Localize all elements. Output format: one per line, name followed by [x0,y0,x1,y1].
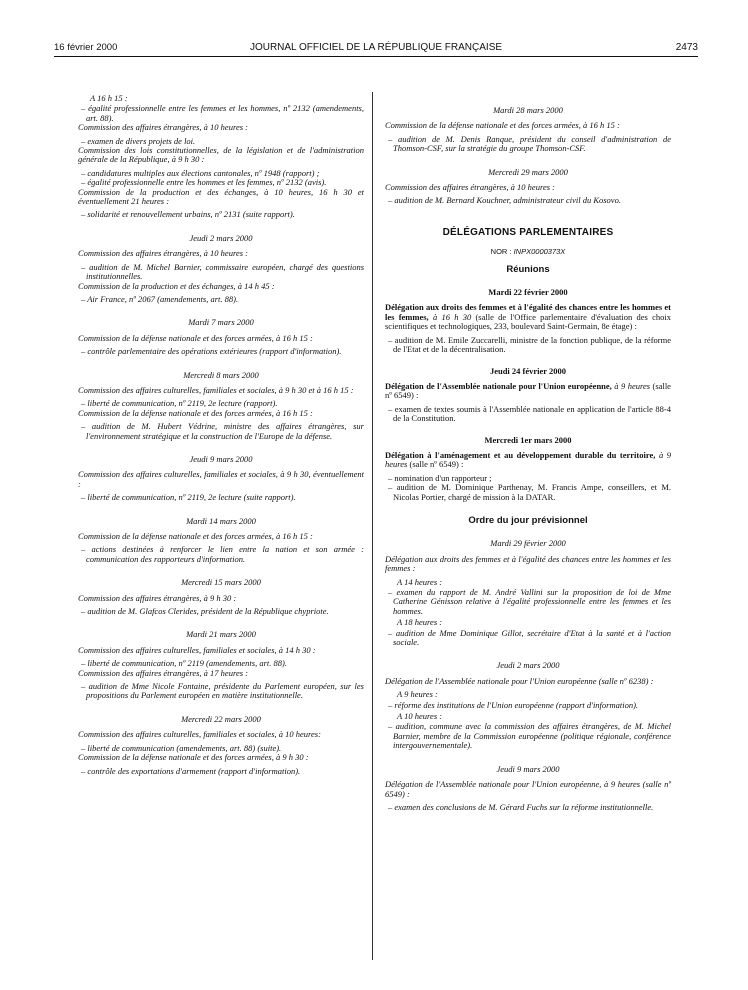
nor-label: NOR : [490,247,514,257]
body-name: Commission des affaires étrangères, à 10 heures : [385,182,555,193]
body-name: Délégation de l'Assemblée nationale pour l'Union européenne, à 9 heures (salle nº 6549) : [385,779,671,799]
body-name: Commission de la défense nationale et des forces armées, à 16 h 15 : [385,120,620,131]
delegations-title: DÉLÉGATIONS PARLEMENTAIRES [442,226,614,238]
header-rule [54,56,698,57]
session-location: (salle nº 6549) : [407,459,464,470]
body-name: Commission des affaires étrangères, à 17 heures : [78,667,248,678]
body-name: Commission des affaires culturelles, familiales et sociales, à 9 h 30 et à 16 h 15 : [78,384,354,395]
header-page-number: 2473 [675,42,698,53]
agenda-item: – nomination d'un rapporteur ; [388,472,492,483]
ordre-list [385,539,671,812]
ordre-title: Ordre du jour prévisionnel [468,514,588,526]
body-name: Commission de la défense nationale et des forces armées, à 9 h 30 : [78,752,309,763]
reunions-title: Réunions [506,263,550,275]
session-date: Jeudi 2 mars 2000 [496,660,560,671]
agenda-item: – liberté de communication, nº 2119, 2e lecture (rapport). [81,398,278,409]
session-date: Mercredi 8 mars 2000 [183,369,259,380]
agenda-item: – examen de divers projets de loi. [81,135,196,146]
header-date: 16 février 2000 [54,42,118,53]
session-time: à 9 heures [614,380,651,391]
column-divider [372,92,373,960]
session-date: Mardi 7 mars 2000 [188,317,254,328]
session-date: Mercredi 1er mars 2000 [484,434,572,445]
session-date: Mardi 21 mars 2000 [186,629,256,640]
agenda-item: – égalité professionnelle entre les femmes et les hommes, nº 2132 (amendements, art. 88). [81,103,364,123]
session-hour: A 9 heures : [397,689,438,700]
agenda-item: – audition de M. Hubert Védrine, ministre des affaires étrangères, sur l'environnement stratégique et la construction de l'Europe de la défense. [81,421,364,441]
session-date: Jeudi 9 mars 2000 [189,453,253,464]
session-date: Jeudi 2 mars 2000 [189,232,253,243]
body-name-bold: Délégation à l'aménagement et au développement durable du territoire, [385,449,659,460]
agenda-item: – contrôle des exportations d'armement (rapport d'information). [81,765,301,776]
body-name: Commission de la production et des échanges, à 14 h 45 : [78,280,275,291]
agenda-item: – audition de M. Bernard Kouchner, administrateur civil du Kosovo. [388,195,621,206]
session-date: Mardi 14 mars 2000 [186,515,256,526]
agenda-item: – audition, commune avec la commission des affaires étrangères, de M. Michel Barnier, membre de la Commission européenne (politique régionale, conférence intergouvernementale). [388,721,671,751]
body-name [385,382,671,401]
body-name: Délégation aux droits des femmes et à l'égalité des chances entre les hommes et les femmes : [385,553,671,574]
header-journal-title: JOURNAL OFFICIEL DE LA RÉPUBLIQUE FRANÇAISE [249,42,503,53]
session-time: à 9 heures [385,449,672,470]
nor-code: INPX0000373X [513,247,566,257]
session-date: Jeudi 24 février 2000 [489,365,567,376]
commission-agenda-continued [385,106,671,206]
body-name: Commission des affaires étrangères, à 9 h 30 : [78,592,237,603]
body-name: Délégation de l'Assemblée nationale pour l'Union européenne (salle nº 6238) : [385,675,654,686]
agenda-item: – audition de M. Glafcos Clerides, président de la République chypriote. [81,606,329,617]
body-name [385,451,671,470]
agenda-item: – audition de M. Emile Zuccarelli, ministre de la fonction publique, de la réforme de l'Etat et de la décentralisation. [388,334,671,355]
right-column [385,92,671,812]
session-date: Jeudi 9 mars 2000 [496,763,560,774]
nor-reference [385,247,671,256]
body-name: Commission des affaires culturelles, familiales et sociales, à 9 h 30, éventuellement : [78,469,364,489]
session-date: Mardi 28 mars 2000 [493,105,563,115]
agenda-item: – réforme des institutions de l'Union européenne (rapport d'information). [388,699,639,710]
agenda-item: – liberté de communication (amendements, art. 88) (suite). [81,742,282,753]
agenda-item: – audition de M. Denis Ranque, président du conseil d'administration de Thomson-CSF, sur la stratégie du groupe Thomson-CSF. [388,133,671,154]
body-name: Commission des affaires culturelles, familiales et sociales, à 10 heures: [78,729,321,740]
session-time: à 16 h 30 [432,311,472,322]
agenda-item: – audition de M. Dominique Parthenay, M. Francis Ampe, conseillers, et M. Nicolas Portier, chargé de mission à la DATAR. [388,482,671,502]
agenda-item: – examen du rapport de M. André Vallini sur la proposition de loi de Mme Catherine Génisson relative à l'égalité professionnelle entre les femmes et les hommes. [388,587,671,616]
agenda-item: – Air France, nº 2067 (amendements, art. 88). [81,293,239,304]
body-name-bold: Délégation de l'Assemblée nationale pour l'Union européenne, [385,380,615,391]
agenda-item: – audition de Mme Dominique Gillot, secrétaire d'Etat à la santé et à l'action sociale. [388,627,671,648]
agenda-item: – solidarité et renouvellement urbains, nº 2131 (suite rapport). [81,209,295,220]
reunions-list [385,288,671,502]
agenda-item: – audition de M. Michel Barnier, commissaire européen, chargé des questions institutionnelles. [81,261,364,282]
agenda-item: – audition de Mme Nicole Fontaine, présidente du Parlement européen, sur les propositions du Parlement européen en matière institutionnelle. [81,681,364,701]
agenda-item: – liberté de communication, nº 2119, 2e lecture (suite rapport). [81,492,296,503]
session-location: (salle nº 6549) : [385,380,671,401]
body-name-bold: Délégation aux droits des femmes et à l'égalité des chances entre les hommes et les femmes, [385,302,671,322]
body-name: Commission des affaires étrangères, à 10 heures : [78,122,248,133]
session-date: Mercredi 22 mars 2000 [181,713,261,724]
agenda-item: – contrôle parlementaire des opérations extérieures (rapport d'information). [81,346,342,357]
body-name [385,303,671,331]
body-name: Commission de la défense nationale et des forces armées, à 16 h 15 : [78,407,313,418]
session-date: Mercredi 15 mars 2000 [181,577,261,588]
agenda-item: – candidatures multiples aux élections cantonales, nº 1948 (rapport) ; [81,167,320,178]
left-column [78,92,364,776]
session-date: Mercredi 29 mars 2000 [488,166,568,177]
agenda-item: – examen des conclusions de M. Gérard Fuchs sur la réforme institutionnelle. [388,801,654,812]
agenda-item: – égalité professionnelle entre les hommes et les femmes, nº 2132 (avis). [81,177,327,188]
body-name: Commission des lois constitutionnelles, de la législation et de l'administration générale de la République, à 9 h 30 : [78,145,364,165]
session-hour: A 10 heures : [397,711,443,722]
session-date: Mardi 29 février 2000 [490,538,566,549]
agenda-item: – actions destinées à renforcer le lien entre la nation et son armée : communication des rapporteurs d'information. [81,544,364,564]
body-name: Commission des affaires culturelles, familiales et sociales, à 14 h 30 : [78,644,316,655]
body-name: Commission de la défense nationale et des forces armées, à 16 h 15 : [78,332,313,343]
body-name: Commission des affaires étrangères, à 10 heures : [78,248,248,259]
body-name: Commission de la production et des échanges, à 10 heures, 16 h 30 et éventuellement 21 heures : [78,186,364,207]
session-hour: A 14 heures : [397,576,443,587]
agenda-item: – liberté de communication, nº 2119 (amendements, art. 88). [81,658,287,669]
session-date: Mardi 22 février 2000 [488,287,568,298]
session-location: (salle de l'Office parlementaire d'évaluation des choix scientifiques et technologiques, 233, boulevard Saint-Germain, 8e étage) : [385,311,672,332]
body-name: Commission de la défense nationale et des forces armées, à 16 h 15 : [78,531,313,541]
agenda-item: – examen de textes soumis à l'Assemblée nationale en application de l'article 88-4 de la Constitution. [388,403,671,424]
session-hour: A 18 heures : [397,617,443,628]
session-hour: A 16 h 15 : [90,93,128,103]
